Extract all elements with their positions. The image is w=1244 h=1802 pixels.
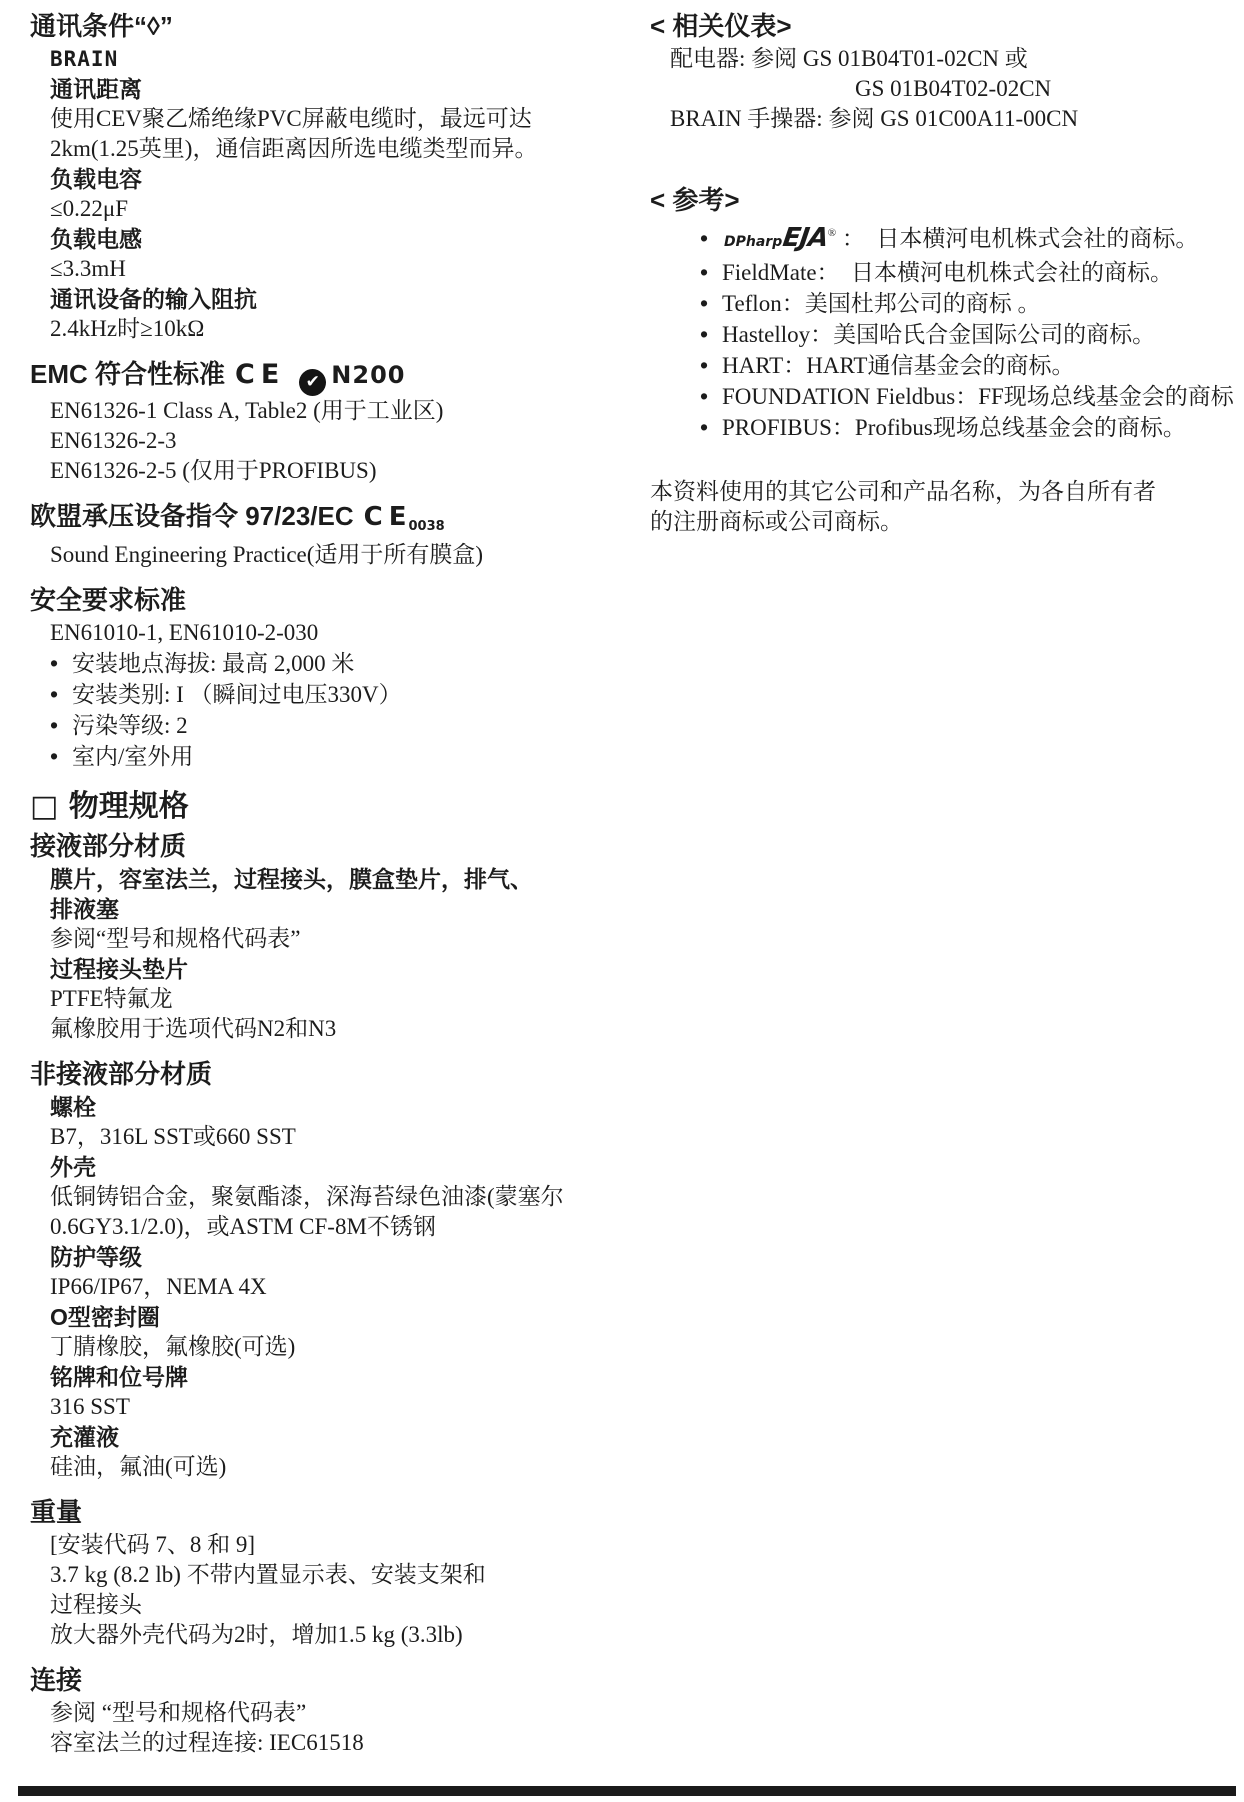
text-line <box>50 1698 608 1728</box>
related-instruments-section <box>650 8 1244 134</box>
bullet-dot: • <box>50 743 59 769</box>
subheading-load-inductance <box>50 224 608 254</box>
text-span: 接液部分材质 <box>30 831 187 861</box>
text-span: HART：HART通信基金会的商标。 <box>722 353 1075 378</box>
text-line <box>50 1272 608 1302</box>
non-wetted-section <box>30 1056 608 1482</box>
text-line <box>50 1014 608 1044</box>
communication-conditions-section <box>30 8 608 344</box>
connection-section <box>30 1662 608 1758</box>
text-span: 3.7 kg (8.2 lb) 不带内置显示表、安装支架和 <box>50 1562 486 1587</box>
text-span: ≤3.3mH <box>50 256 126 281</box>
subheading-protection-rating <box>50 1242 608 1272</box>
text-span: B7，316L SST或660 SST <box>50 1124 296 1149</box>
text-span: 使用CEV聚乙烯绝缘PVC屏蔽电缆时，最远可达 <box>50 106 532 131</box>
section-heading-weight <box>30 1494 608 1530</box>
text-span: 负载电容 <box>50 166 142 192</box>
text-span: 通讯条件“◊” <box>30 11 173 41</box>
text-span: EN61010-1, EN61010-2-030 <box>50 620 319 645</box>
text-span: EN61326-2-5 (仅用于PROFIBUS) <box>50 458 377 483</box>
text-span: < 相关仪表> <box>650 11 792 41</box>
text-line <box>50 314 608 344</box>
text-span: 2km(1.25英里)，通信距离因所选电缆类型而异。 <box>50 136 538 161</box>
bullet-dot: • <box>700 225 709 251</box>
text-span: 放大器外壳代码为2时，增加1.5 kg (3.3lb) <box>50 1622 463 1647</box>
emc-heading <box>30 356 608 396</box>
right-column <box>650 8 1244 537</box>
text-line <box>50 710 608 741</box>
ce-mark-icon: CE <box>235 359 286 390</box>
bullet-dot: • <box>700 352 709 378</box>
n200-label: N200 <box>331 361 406 389</box>
section-heading-wetted-parts <box>30 828 608 864</box>
text-line <box>650 477 1244 507</box>
text-span: < 参考> <box>650 185 740 215</box>
text-span: 防护等级 <box>50 1244 142 1270</box>
subheading-comm-distance <box>50 74 608 104</box>
text-span: Hastelloy：美国哈氏合金国际公司的商标。 <box>722 322 1156 347</box>
physical-spec-heading <box>30 786 608 828</box>
text-line <box>50 864 608 894</box>
text-line <box>670 104 1244 134</box>
text-line <box>50 104 608 134</box>
emc-section <box>30 356 608 486</box>
text-span: 本资料使用的其它公司和产品名称，为各自所有者 <box>650 479 1156 504</box>
text-span: 非接液部分材质 <box>30 1059 213 1089</box>
bullet-dot: • <box>700 259 709 285</box>
text-line <box>700 381 1244 412</box>
text-span: 安全要求标准 <box>30 585 187 615</box>
text-span: PTFE特氟龙 <box>50 986 173 1011</box>
text-line <box>855 74 1244 104</box>
text-span: 容室法兰的过程连接: IEC61518 <box>50 1730 364 1755</box>
text-span: BRAIN <box>50 47 119 71</box>
dpharp-logo: DPharp <box>724 234 783 250</box>
bullet-dot: • <box>50 712 59 738</box>
text-line <box>50 194 608 224</box>
text-span: 0.6GY3.1/2.0)，或ASTM CF-8M不锈钢 <box>50 1214 436 1239</box>
text-line <box>50 1452 608 1482</box>
trademark-dpharp-eja <box>700 218 1244 257</box>
physical-spec-section <box>30 786 608 1044</box>
registered-mark-icon: ® <box>827 227 837 239</box>
text-line <box>50 648 608 679</box>
ped-section <box>30 498 608 570</box>
safety-section <box>30 582 608 772</box>
text-span: 螺栓 <box>50 1094 96 1120</box>
text-line <box>50 134 608 164</box>
text-span: GS 01B04T02-02CN <box>855 76 1052 101</box>
text-line <box>650 507 1244 537</box>
text-line <box>50 1728 608 1758</box>
text-span: 室内/室外用 <box>72 744 194 769</box>
subheading-bolts <box>50 1092 608 1122</box>
subheading-input-impedance <box>50 284 608 314</box>
text-span: BRAIN 手操器: 参阅 GS 01C00A11-00CN <box>670 106 1079 131</box>
text-span: 氟橡胶用于选项代码N2和N3 <box>50 1016 337 1041</box>
text-span: 的注册商标或公司商标。 <box>650 509 903 534</box>
emc-heading-text: EMC 符合性标准 <box>30 359 226 389</box>
bullet-dot: • <box>50 650 59 676</box>
text-line <box>700 257 1244 288</box>
subheading-nameplate <box>50 1362 608 1392</box>
text-line <box>50 254 608 284</box>
text-line <box>50 1590 608 1620</box>
section-heading-related-instruments <box>650 8 1244 44</box>
text-line <box>700 350 1244 381</box>
text-line <box>670 44 1244 74</box>
text-span: ≤0.22μF <box>50 196 128 221</box>
text-span: 2.4kHz时≥10kΩ <box>50 316 205 341</box>
text-span: 安装类别: I （瞬间过电压330V） <box>72 682 402 707</box>
text-span: 过程接头垫片 <box>50 956 188 982</box>
subheading-load-capacitance <box>50 164 608 194</box>
text-line <box>700 288 1244 319</box>
trademark-text: ： 日本横河电机株式会社的商标。 <box>836 226 1199 251</box>
section-heading-non-wetted-parts <box>30 1056 608 1092</box>
text-span: 连接 <box>30 1665 83 1695</box>
square-icon: □ <box>30 789 69 824</box>
text-span: O型密封圈 <box>50 1304 160 1330</box>
text-span: EN61326-1 Class A, Table2 (用于工业区) <box>50 398 444 423</box>
bullet-dot: • <box>700 383 709 409</box>
subheading-housing <box>50 1152 608 1182</box>
bullet-dot: • <box>700 321 709 347</box>
text-span: 过程接头 <box>50 1592 142 1617</box>
text-span: FieldMate： 日本横河电机株式会社的商标。 <box>722 260 1174 285</box>
ped-heading-text: 欧盟承压设备指令 97/23/EC <box>30 501 354 531</box>
text-line <box>50 1530 608 1560</box>
footer-rule <box>18 1786 1236 1796</box>
text-line <box>50 1620 608 1650</box>
section-heading-connection <box>30 1662 608 1698</box>
physical-spec-text: 物理规格 <box>68 790 189 823</box>
text-span: [安装代码 7、8 和 9] <box>50 1532 256 1557</box>
text-span: 排液塞 <box>50 896 119 922</box>
subheading-fill-fluid <box>50 1422 608 1452</box>
bullet-dot: • <box>50 681 59 707</box>
text-span: 低铜铸铝合金，聚氨酯漆，深海苔绿色油漆(蒙塞尔 <box>50 1184 564 1209</box>
text-line <box>50 1332 608 1362</box>
text-line <box>50 396 608 426</box>
text-line <box>50 924 608 954</box>
text-line <box>50 741 608 772</box>
bullet-dot: • <box>700 290 709 316</box>
text-line <box>50 1392 608 1422</box>
text-span: 参阅“型号和规格代码表” <box>50 926 301 951</box>
c-tick-icon: ✔ <box>299 369 326 396</box>
text-line <box>700 319 1244 350</box>
brain-label <box>50 44 608 74</box>
subheading-o-ring <box>50 1302 608 1332</box>
text-line <box>50 618 608 648</box>
text-span: 316 SST <box>50 1394 130 1419</box>
bullet-dot: • <box>700 414 709 440</box>
text-span: 重量 <box>30 1497 83 1527</box>
weight-section <box>30 1494 608 1650</box>
text-line <box>50 426 608 456</box>
subheading-process-connector-gasket <box>50 954 608 984</box>
text-span: 安装地点海拔: 最高 2,000 米 <box>72 651 355 676</box>
ce-0038-number: 0038 <box>408 519 445 534</box>
text-span: FOUNDATION Fieldbus：FF现场总线基金会的商标 <box>722 384 1234 409</box>
text-line <box>50 456 608 486</box>
section-heading-reference <box>650 182 1244 218</box>
text-span: Teflon：美国杜邦公司的商标 。 <box>722 291 1041 316</box>
text-line <box>50 1560 608 1590</box>
text-line <box>700 412 1244 443</box>
text-span: 通讯距离 <box>50 76 142 102</box>
left-column <box>30 8 608 1758</box>
text-span: 污染等级: 2 <box>72 713 188 738</box>
text-span: 负载电感 <box>50 226 142 252</box>
text-span: 铭牌和位号牌 <box>50 1364 188 1390</box>
text-span: 参阅 “型号和规格代码表” <box>50 1700 307 1725</box>
text-span: 外壳 <box>50 1154 96 1180</box>
text-span: 丁腈橡胶，氟橡胶(可选) <box>50 1334 296 1359</box>
text-span: EN61326-2-3 <box>50 428 177 453</box>
text-span: 通讯设备的输入阻抗 <box>50 286 257 312</box>
text-span: Sound Engineering Practice(适用于所有膜盒) <box>50 542 484 567</box>
text-span: 硅油，氟油(可选) <box>50 1454 227 1479</box>
text-span: 充灌液 <box>50 1424 119 1450</box>
text-line <box>50 984 608 1014</box>
ce-0038-icon: CE <box>363 502 413 532</box>
text-line <box>50 1212 608 1242</box>
text-span: 配电器: 参阅 GS 01B04T01-02CN 或 <box>670 46 1028 71</box>
trademark-note <box>650 477 1244 537</box>
section-heading-safety <box>30 582 608 618</box>
text-line <box>50 679 608 710</box>
section-heading-comm-conditions <box>30 8 608 44</box>
text-line <box>50 540 608 570</box>
text-span: PROFIBUS：Profibus现场总线基金会的商标。 <box>722 415 1186 440</box>
text-line <box>50 894 608 924</box>
ped-heading <box>30 498 608 540</box>
text-line <box>50 1182 608 1212</box>
eja-logo: EJA <box>781 223 830 253</box>
text-span: 膜片，容室法兰，过程接头，膜盒垫片，排气、 <box>50 866 533 892</box>
text-span: IP66/IP67，NEMA 4X <box>50 1274 267 1299</box>
reference-section <box>650 182 1244 443</box>
text-line <box>50 1122 608 1152</box>
